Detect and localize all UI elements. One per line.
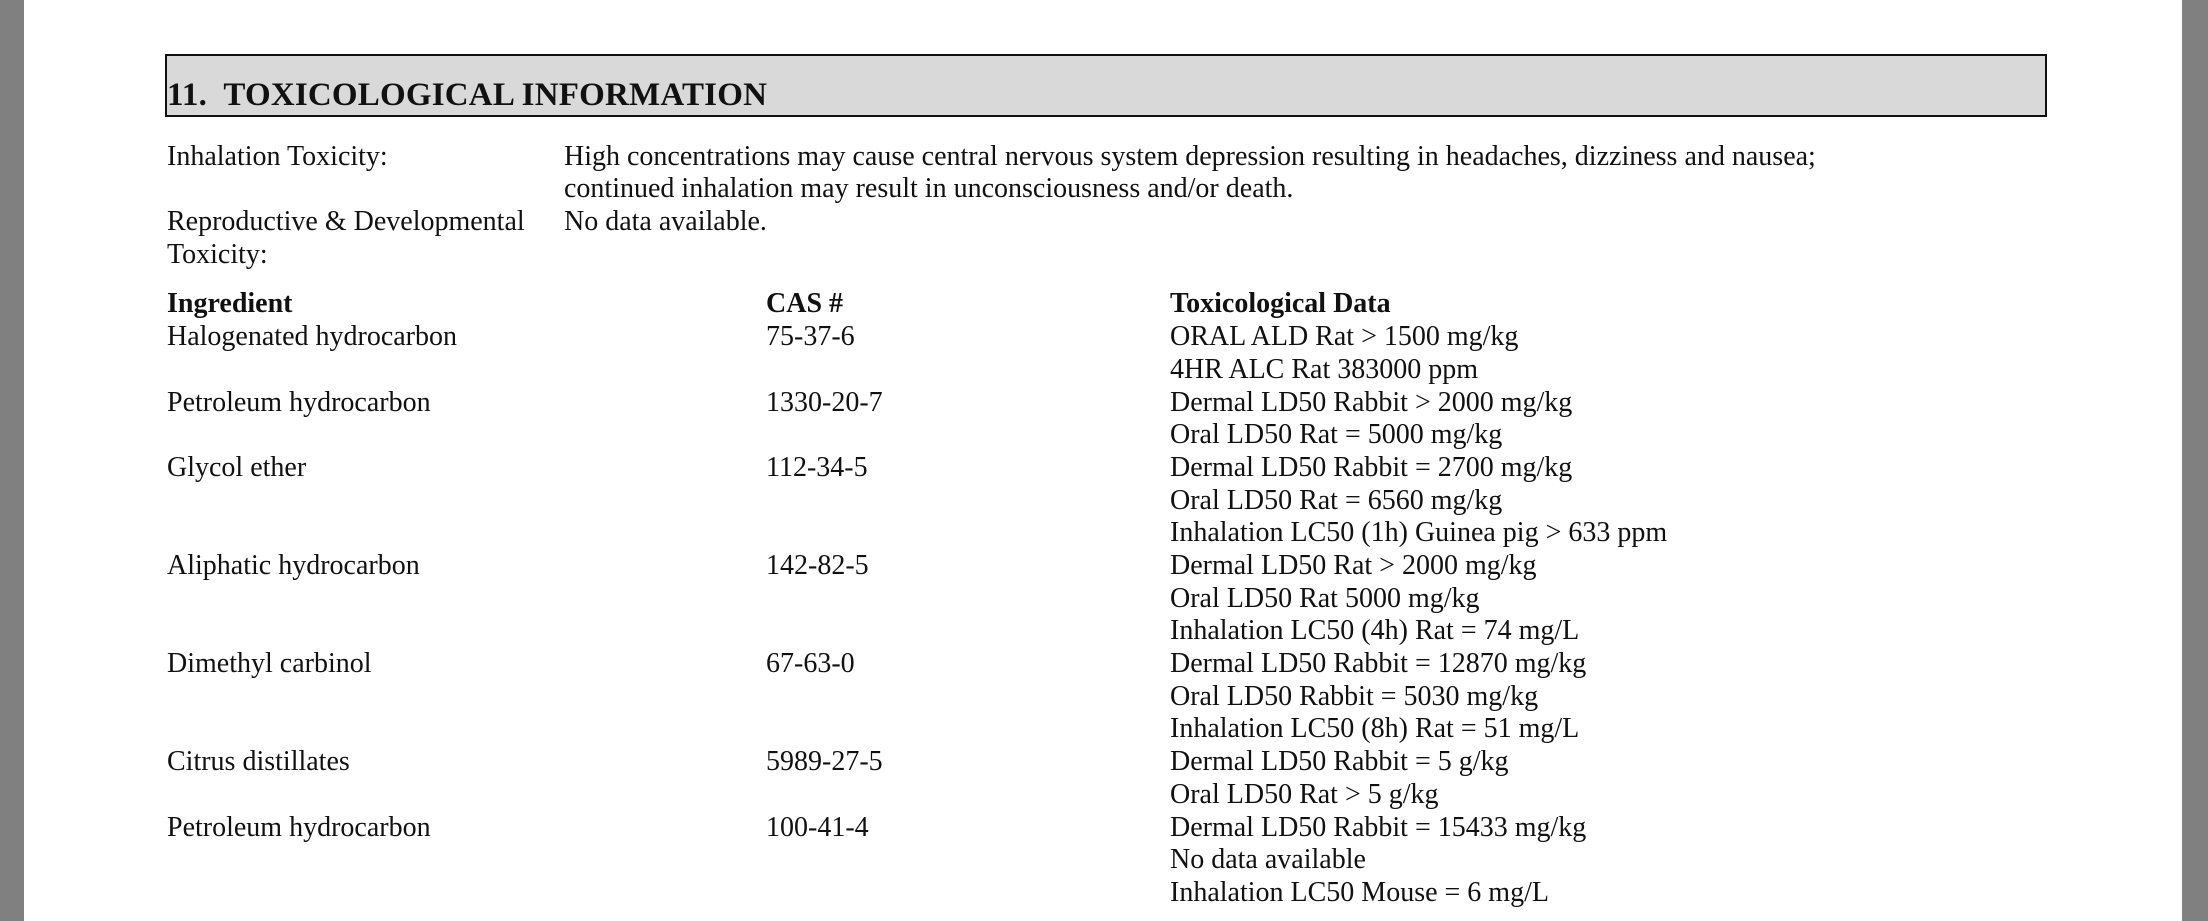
table-row-cas: 75-37-6 (766, 321, 855, 352)
table-row-ingredient: Dimethyl carbinol (167, 648, 372, 679)
table-row-tox-line: Dermal LD50 Rat > 2000 mg/kg (1170, 550, 1537, 581)
table-row-cas: 100-41-4 (766, 812, 869, 843)
inhalation-toxicity-label: Inhalation Toxicity: (167, 141, 388, 172)
toxicological-data-column-header: Toxicological Data (1170, 288, 1391, 319)
document-page (24, 0, 2182, 921)
table-row-tox-line: Dermal LD50 Rabbit = 12870 mg/kg (1170, 648, 1587, 679)
table-row-tox-line: Oral LD50 Rat 5000 mg/kg (1170, 583, 1480, 614)
inhalation-toxicity-value-line: continued inhalation may result in unconsciousness and/or death. (564, 173, 1294, 204)
table-row-tox-line: Oral LD50 Rat > 5 g/kg (1170, 779, 1439, 810)
table-row-tox-line: Inhalation LC50 (1h) Guinea pig > 633 ppm (1170, 517, 1668, 548)
table-row-cas: 1330-20-7 (766, 387, 883, 418)
table-row-tox-line: ORAL ALD Rat > 1500 mg/kg (1170, 321, 1519, 352)
section-header (165, 54, 2047, 117)
table-row-ingredient: Petroleum hydrocarbon (167, 387, 431, 418)
reproductive-toxicity-label-line: Reproductive & Developmental (167, 206, 525, 237)
table-row-tox-line: Oral LD50 Rat = 5000 mg/kg (1170, 419, 1503, 450)
table-row-tox-line: Inhalation LC50 (4h) Rat = 74 mg/L (1170, 615, 1580, 646)
table-row-tox-line: No data available (1170, 844, 1366, 875)
cas-column-header: CAS # (766, 288, 844, 319)
table-row-ingredient: Aliphatic hydrocarbon (167, 550, 420, 581)
table-row-tox-line: Dermal LD50 Rabbit = 5 g/kg (1170, 746, 1509, 777)
table-row-cas: 5989-27-5 (766, 746, 883, 777)
table-row-tox-line: Oral LD50 Rabbit = 5030 mg/kg (1170, 681, 1539, 712)
table-row-cas: 112-34-5 (766, 452, 868, 483)
table-row-ingredient: Petroleum hydrocarbon (167, 812, 431, 843)
reproductive-toxicity-label-line: Toxicity: (167, 239, 268, 270)
table-row-tox-line: Dermal LD50 Rabbit > 2000 mg/kg (1170, 387, 1573, 418)
table-row-cas: 142-82-5 (766, 550, 869, 581)
table-row-tox-line: Inhalation LC50 Mouse = 6 mg/L (1170, 877, 1549, 908)
inhalation-toxicity-value-line: High concentrations may cause central nervous system depression resulting in headaches, dizziness and nausea; (564, 141, 1816, 172)
table-row-cas: 67-63-0 (766, 648, 855, 679)
table-row-tox-line: Dermal LD50 Rabbit = 15433 mg/kg (1170, 812, 1587, 843)
table-row-tox-line: Dermal LD50 Rabbit = 2700 mg/kg (1170, 452, 1573, 483)
ingredient-column-header: Ingredient (167, 288, 293, 319)
section-title: 11. TOXICOLOGICAL INFORMATION (167, 77, 768, 113)
table-row-ingredient: Citrus distillates (167, 746, 350, 777)
table-row-tox-line: 4HR ALC Rat 383000 ppm (1170, 354, 1479, 385)
reproductive-toxicity-value: No data available. (564, 206, 767, 237)
table-row-tox-line: Inhalation LC50 (8h) Rat = 51 mg/L (1170, 713, 1580, 744)
table-row-ingredient: Glycol ether (167, 452, 307, 483)
table-row-tox-line: Oral LD50 Rat = 6560 mg/kg (1170, 485, 1503, 516)
table-row-ingredient: Halogenated hydrocarbon (167, 321, 457, 352)
